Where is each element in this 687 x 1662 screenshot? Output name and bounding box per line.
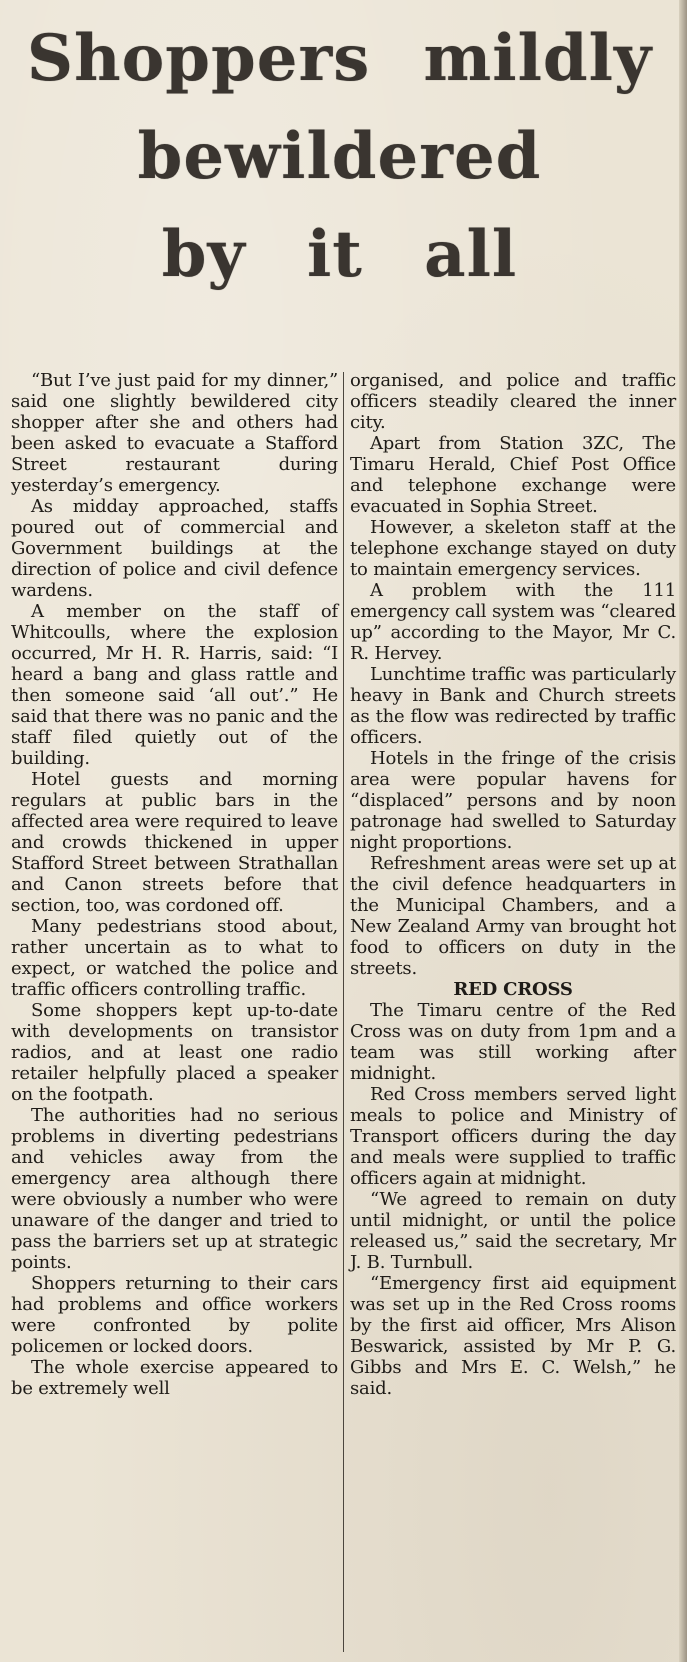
paragraph: A problem with the 111 emergency call system was “cleared up” according to the Mayor, Mr C. R. Hervey. [350,580,676,664]
headline-line-1: Shoppers mildly [26,21,653,96]
paragraph: organised, and police and traffic officers steadily cleared the inner city. [350,370,676,433]
paragraph: “But I’ve just paid for my dinner,” said one slightly bewildered city shopper after she and others had been asked to evacuate a Stafford Street restaurant during yesterday’s emergency. [11,370,338,496]
left-column [11,370,338,1399]
paragraph: Lunchtime traffic was particularly heavy in Bank and Church streets as the flow was redirected by traffic officers. [350,664,676,748]
paragraph: Apart from Station 3ZC, The Timaru Herald, Chief Post Office and telephone exchange were evacuated in Sophia Street. [350,433,676,517]
paragraph: Refreshment areas were set up at the civil defence headquarters in the Municipal Chambers, and a New Zealand Army van brought hot food to officers on duty in the streets. [350,853,676,979]
headline [0,10,679,304]
paragraph: Red Cross members served light meals to police and Ministry of Transport officers during the day and meals were supplied to traffic officers again at midnight. [350,1084,676,1189]
paragraph: As midday approached, staffs poured out of commercial and Government buildings at the direction of police and civil defence wardens. [11,496,338,601]
paragraph: Shoppers returning to their cars had problems and office workers were confronted by polite policemen or locked doors. [11,1273,338,1357]
paragraph: Hotel guests and morning regulars at public bars in the affected area were required to leave and crowds thickened in upper Stafford Street between Strathallan and Canon streets before that section, too, was cordoned off. [11,769,338,916]
paragraph: The whole exercise appeared to be extremely well [11,1357,338,1399]
right-column [350,370,676,1399]
paragraph: The Timaru centre of the Red Cross was on duty from 1pm and a team was still working after midnight. [350,1000,676,1084]
section-subhead: RED CROSS [453,979,573,1000]
paragraph: A member on the staff of Whitcoulls, where the explosion occurred, Mr H. R. Harris, said: “I heard a bang and glass rattle and then someone said ‘all out’.” He said that there was no panic and the staff filed quietly out of the building. [11,601,338,769]
column-divider [343,372,344,1652]
headline-line-2: bewildered [137,119,542,194]
paragraph: The authorities had no serious problems in diverting pedestrians and vehicles away from the emergency area although there were obviously a number who were unaware of the danger and tried to pass the barriers set up at strategic points. [11,1105,338,1273]
paragraph: Many pedestrians stood about, rather uncertain as to what to expect, or watched the police and traffic officers controlling traffic. [11,916,338,1000]
paragraph: “We agreed to remain on duty until midnight, or until the police released us,” said the secretary, Mr J. B. Turnbull. [350,1189,676,1273]
headline-line-3: by it all [161,217,518,292]
paragraph: “Emergency first aid equipment was set up in the Red Cross rooms by the first aid officer, Mrs Alison Beswarick, assisted by Mr P. G. Gibbs and Mrs E. C. Welsh,” he said. [350,1273,676,1399]
paragraph: Hotels in the fringe of the crisis area were popular havens for “displaced” persons and by noon patronage had swelled to Saturday night proportions. [350,748,676,853]
page-edge-shadow [679,0,687,1662]
paragraph: However, a skeleton staff at the telephone exchange stayed on duty to maintain emergency services. [350,517,676,580]
paragraph: Some shoppers kept up-to-date with developments on transistor radios, and at least one radio retailer helpfully placed a speaker on the footpath. [11,1000,338,1105]
